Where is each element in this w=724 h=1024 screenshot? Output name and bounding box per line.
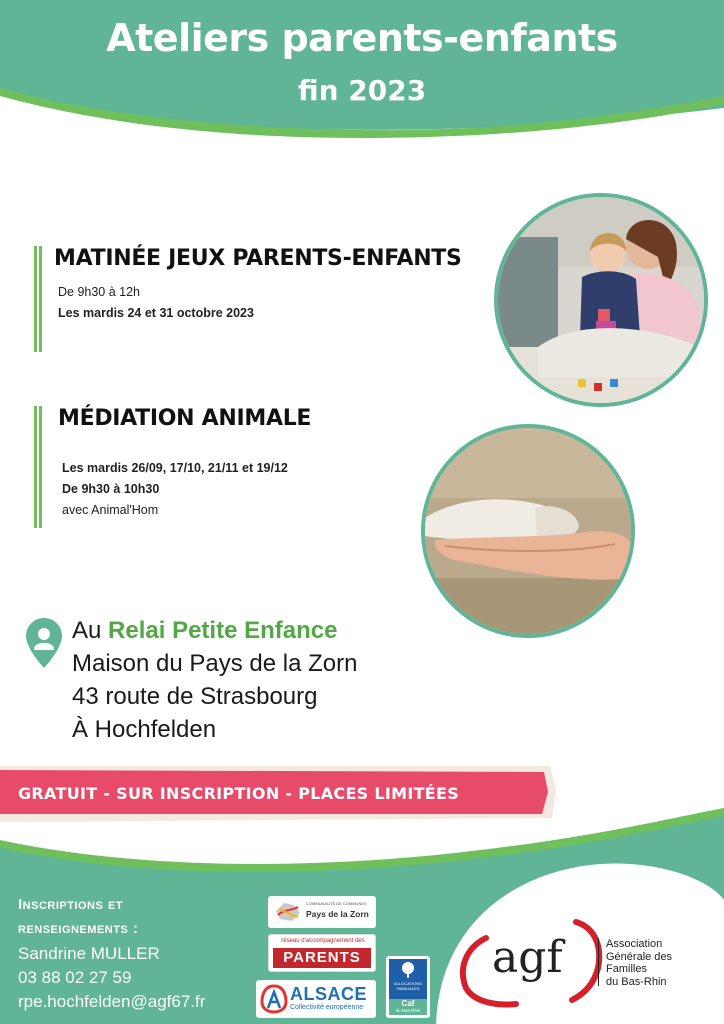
alsace-sub-text: Collectivité européenne [290,1004,364,1011]
caf-logo [386,956,430,1018]
activity-time: De 9h30 à 10h30 [62,482,160,496]
contact-heading-1: Inscriptions et [18,896,124,913]
zorn-small-text: COMMUNAUTÉ DE COMMUNES [306,901,367,906]
page-title: Ateliers parents-enfants [106,16,618,60]
activity-title: MATINÉE JEUX PARENTS-ENFANTS [54,246,462,271]
agf-line-4: du Bas-Rhin [606,975,667,988]
alsace-emblem-icon [260,984,288,1014]
address-line-1 [72,617,337,645]
agf-name-block [606,938,672,988]
caf-top-text: ALLOCATIONS FAMILIALES [394,981,422,991]
activity-time: De 9h30 à 12h [58,285,141,299]
reseau-parents-logo [268,934,376,972]
parents-text: PARENTS [273,948,371,968]
parents-small-text: réseau d'accompagnement des [281,938,365,944]
contact-heading-2: renseignements : [18,920,139,937]
zorn-text: Pays de la Zorn [306,909,369,919]
venue-name: Relai Petite Enfance [108,617,338,644]
agf-line-3: Familles [606,963,647,975]
activity-title: MÉDIATION ANIMALE [58,406,312,431]
banner-text: GRATUIT - SUR INSCRIPTION - PLACES LIMITÉES [18,784,460,803]
alsace-text: ALSACE [290,984,368,1004]
contact-name: Sandrine MULLER [18,944,160,963]
address-line-3: 43 route de Strasbourg [72,683,318,710]
activity-dates: Les mardis 24 et 31 octobre 2023 [58,306,254,320]
contact-phone[interactable]: 03 88 02 27 59 [18,968,132,987]
location-pin-icon [26,618,62,668]
address-prefix: Au [72,617,109,644]
parent-child-play-photo [494,193,708,407]
caf-text: Caf [401,999,415,1008]
caf-sub-text: du Bas-Rhin [395,1008,421,1013]
activity-dates: Les mardis 26/09, 17/10, 21/11 et 19/12 [62,461,288,475]
dog-paw-hand-photo [421,424,635,638]
caf-tree-icon [399,962,417,978]
zorn-map-icon [274,901,302,923]
accent-bar [39,406,42,528]
accent-bar [34,406,37,528]
agf-line-2: Générale des [606,950,673,963]
agf-divider [598,938,599,986]
agf-line-1: Association [606,938,663,950]
contact-email[interactable]: rpe.hochfelden@agf67.fr [18,992,206,1011]
agf-logo-text: agf [492,932,563,983]
accent-bar [39,246,42,352]
page-subtitle: fin 2023 [297,74,427,107]
alsace-logo [256,980,376,1018]
address-line-4: À Hochfelden [72,716,217,743]
activity-partner: avec Animal'Hom [62,503,159,517]
pays-de-la-zorn-logo [268,896,376,928]
accent-bar [34,246,37,352]
address-line-2: Maison du Pays de la Zorn [72,650,358,677]
